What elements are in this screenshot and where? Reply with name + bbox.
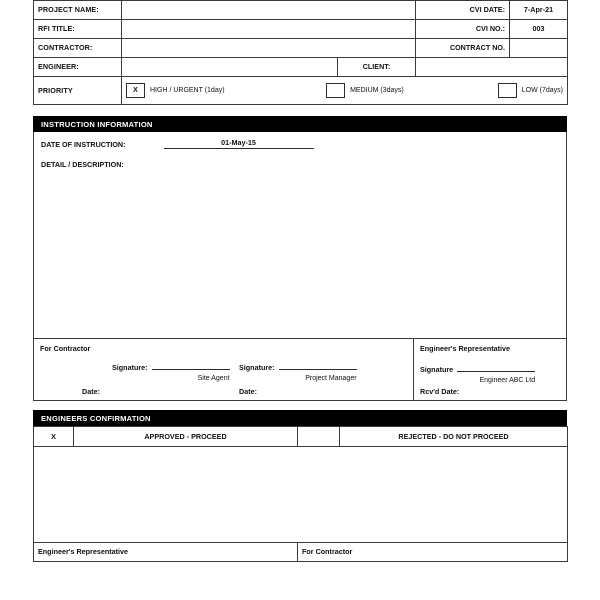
- cvi-form: [33, 0, 567, 562]
- date-of-instruction-row: [41, 138, 566, 149]
- engineers-confirmation-table: [33, 426, 568, 562]
- site-agent-role-label: Site Agent: [197, 375, 230, 382]
- contract-no-input[interactable]: [510, 39, 568, 58]
- rfi-title-label: RFI TITLE:: [34, 20, 122, 39]
- instruction-information-header: INSTRUCTION INFORMATION: [33, 116, 567, 132]
- table-row-priority: [34, 77, 568, 105]
- client-input[interactable]: [416, 58, 568, 77]
- instruction-signature-strip: [34, 338, 566, 400]
- priority-option-low-label: LOW (7days): [521, 86, 563, 94]
- contract-no-label: CONTRACT NO.: [416, 39, 510, 58]
- section-gap: [33, 401, 567, 410]
- cvi-no-label: CVI NO.:: [416, 20, 510, 39]
- checkbox-approved[interactable]: X: [34, 427, 74, 447]
- priority-option-medium-label: MEDIUM (3days): [350, 86, 404, 94]
- instruction-detail-area: [34, 132, 566, 338]
- engineer-label: ENGINEER:: [34, 58, 122, 77]
- engineer-signature-group: [420, 365, 535, 384]
- project-name-input[interactable]: [122, 1, 416, 20]
- engineer-input[interactable]: [122, 58, 338, 77]
- engineer-role-label: Engineer ABC Ltd: [479, 377, 536, 384]
- site-agent-signature-line[interactable]: [152, 363, 230, 370]
- project-manager-date-label: Date:: [239, 387, 257, 396]
- confirmation-for-contractor-label: For Contractor: [298, 543, 568, 562]
- contractor-label: CONTRACTOR:: [34, 39, 122, 58]
- engineer-signature-label: Signature: [420, 365, 454, 374]
- table-row-rfi-title: [34, 20, 568, 39]
- for-contractor-block: [34, 339, 414, 400]
- engineer-signature-line[interactable]: [457, 365, 535, 372]
- site-agent-signature-label: Signature:: [112, 363, 148, 372]
- site-agent-date-label: Date:: [82, 387, 100, 396]
- section-gap: [33, 105, 567, 116]
- instruction-information-body: [33, 132, 567, 401]
- project-manager-role-label: Project Manager: [305, 375, 357, 382]
- rejected-do-not-proceed-label: REJECTED - DO NOT PROCEED: [340, 427, 568, 447]
- date-of-instruction-label: DATE OF INSTRUCTION:: [41, 140, 126, 149]
- cvi-date-value[interactable]: 7-Apr-21: [510, 1, 568, 20]
- confirmation-notes-input[interactable]: [34, 447, 568, 543]
- rfi-title-input[interactable]: [122, 20, 416, 39]
- priority-option-high-label: HIGH / URGENT (1day): [150, 86, 225, 94]
- priority-option-low[interactable]: [498, 83, 563, 98]
- engineers-confirmation-header: ENGINEERS CONFIRMATION: [33, 410, 567, 426]
- cvi-no-value[interactable]: 003: [510, 20, 568, 39]
- detail-description-label: DETAIL / DESCRIPTION:: [41, 160, 124, 169]
- date-of-instruction-value[interactable]: 01-May-15: [164, 138, 314, 149]
- table-row-project-name: [34, 1, 568, 20]
- project-manager-signature-line[interactable]: [279, 363, 357, 370]
- checkbox-high-urgent[interactable]: X: [126, 83, 145, 98]
- project-name-label: PROJECT NAME:: [34, 1, 122, 20]
- confirmation-engineers-representative-label: Engineer's Representative: [34, 543, 298, 562]
- table-row-confirmation-options: [34, 427, 568, 447]
- engineers-representative-block: [414, 339, 566, 400]
- table-row-confirmation-notes: [34, 447, 568, 543]
- priority-options: [122, 77, 568, 105]
- priority-option-high[interactable]: [126, 83, 225, 98]
- project-manager-signature-group: [239, 363, 357, 382]
- cvi-date-label: CVI DATE:: [416, 1, 510, 20]
- checkbox-medium[interactable]: [326, 83, 345, 98]
- engineers-representative-heading: Engineer's Representative: [420, 344, 510, 353]
- checkbox-low[interactable]: [498, 83, 517, 98]
- priority-option-medium[interactable]: [326, 83, 404, 98]
- client-label: CLIENT:: [338, 58, 416, 77]
- checkbox-rejected[interactable]: [298, 427, 340, 447]
- for-contractor-heading: For Contractor: [40, 344, 91, 353]
- header-details-table: [33, 0, 568, 105]
- table-row-contractor: [34, 39, 568, 58]
- contractor-input[interactable]: [122, 39, 416, 58]
- project-manager-signature-label: Signature:: [239, 363, 275, 372]
- table-row-engineer: [34, 58, 568, 77]
- priority-label: PRIORITY: [34, 77, 122, 105]
- engineer-received-date-label: Rcv'd Date:: [420, 387, 460, 396]
- site-agent-signature-group: [112, 363, 230, 382]
- table-row-confirmation-signatories: [34, 543, 568, 562]
- approved-proceed-label: APPROVED - PROCEED: [74, 427, 298, 447]
